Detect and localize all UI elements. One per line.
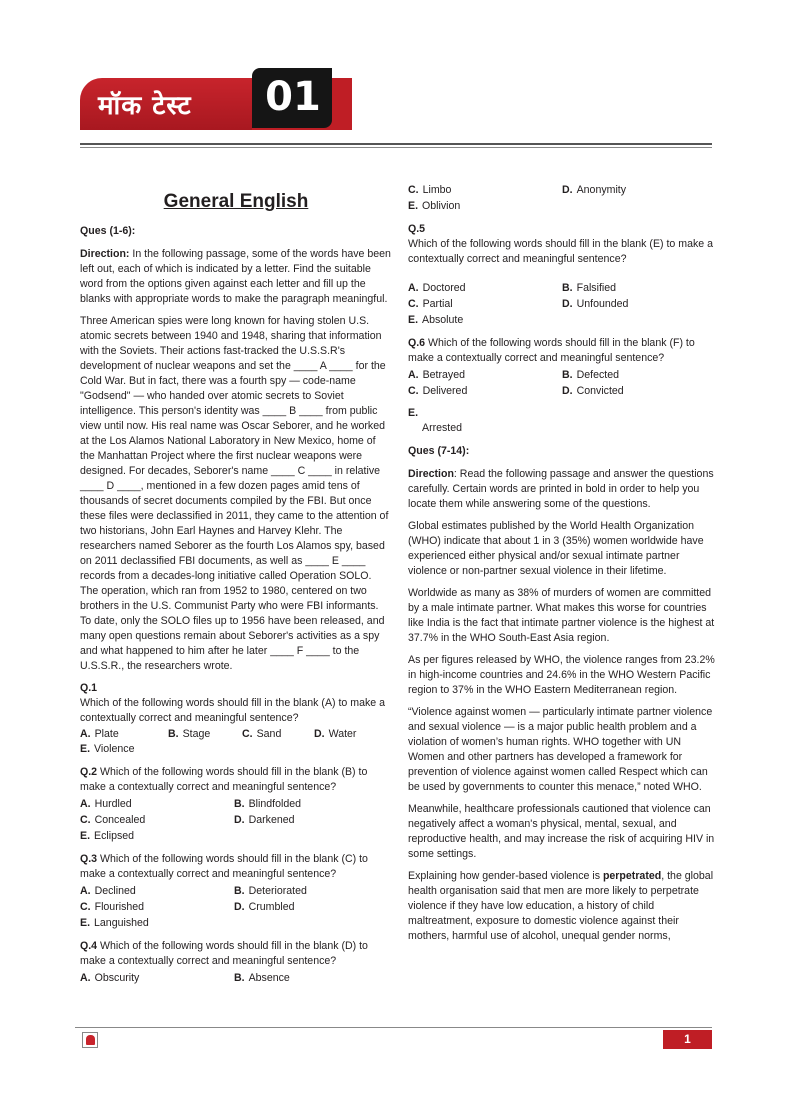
footer-rule xyxy=(75,1027,712,1028)
option-e[interactable]: E. Languished xyxy=(80,917,149,929)
option-b[interactable]: B. Defected xyxy=(562,369,619,381)
option-c[interactable]: C. Partial xyxy=(408,298,453,310)
option-e[interactable]: E. Absolute xyxy=(408,314,464,326)
question-5 xyxy=(408,222,720,328)
question-number: Q.6 xyxy=(408,337,426,349)
section-title: General English xyxy=(163,191,309,212)
left-column xyxy=(80,190,392,994)
question-number: Q.2 xyxy=(80,766,98,778)
question-4 xyxy=(80,939,392,986)
paragraph-1: Global estimates published by the World Health Organization (WHO) indicate that about 1 in 3 (35%) women worldwide have experienced either physical and/or sexual intimate partner violence or non-partner sexual violence in their lifetime. xyxy=(408,520,704,577)
option-b[interactable]: B. Falsified xyxy=(562,282,617,294)
option-b[interactable]: B. Deteriorated xyxy=(234,885,307,897)
option-a[interactable]: A. Declined xyxy=(80,885,136,897)
right-column xyxy=(408,183,720,951)
options-row xyxy=(80,727,392,742)
option-a[interactable]: A. Plate xyxy=(80,728,119,740)
question-text: Which of the following words should fill in the blank (C) to make a contextually correct and meaningful sentence? xyxy=(80,853,368,880)
direction-label: Direction xyxy=(408,468,454,480)
question-3 xyxy=(80,852,392,931)
option-c[interactable]: C. Concealed xyxy=(80,814,146,826)
direction-text: : Read the following passage and answer the questions carefully. Certain words are printed in bold in order to help you locate them while answering some of the questions. xyxy=(408,468,714,510)
passage: Three American spies were long known for having stolen U.S. atomic secrets between 1940 and 1948, sharing that information with the Soviets. Their actions fast-tracked the U.S.S.R's development of nuclear weapons and set the ____ A ____ for the Cold War. But in fact, there was a fourth spy — code-name "Godsend" — who handed over atomic secrets to Soviet intelligence. This person's identity was ____ B ____ from public view until now. His real name was Oscar Seborer, and he worked at the Los Alamos National Laboratory in New Mexico, home of the Manhattan Project where the first nuclear weapons were designed. For decades, Seborer's name ____ C ____ in relative ____ D ____, mentioned in a few dozen pages amid tens of thousands of secret documents compiled by the FBI. But once these files were declassified in 2011, they came to the attention of two historians, John Earl Haynes and Harvey Klehr. The researchers named Seborer as the fourth Los Alamos spy, based on 2011 declassified FBI documents, as well as ____ E ____ records from a decades-long initiative called Operation SOLO. The operation, which ran from 1952 to 1980, centered on two brothers in the U.S. Communist Party who were FBI informants. To date, only the SOLO files up to 1956 have been released, and many open questions remain about Seborer's activities as a spy and what happened to him after he later ____ F ____ to the U.S.S.R., the researchers wrote. xyxy=(80,315,389,672)
option-a[interactable]: A. Obscurity xyxy=(80,972,140,984)
question-number: Q.3 xyxy=(80,853,98,865)
question-2 xyxy=(80,765,392,844)
header-rule xyxy=(80,143,712,145)
question-number: Q.4 xyxy=(80,940,98,952)
option-d[interactable]: D. Convicted xyxy=(562,385,624,397)
header-rule-thin xyxy=(80,147,712,148)
option-d[interactable]: D. Unfounded xyxy=(562,298,629,310)
option-c[interactable]: C. Sand xyxy=(242,728,282,740)
option-a[interactable]: A. Hurdled xyxy=(80,798,132,810)
option-b[interactable]: B. Absence xyxy=(234,972,290,984)
options xyxy=(80,971,392,986)
direction-paragraph-2 xyxy=(408,467,720,512)
header-banner xyxy=(80,68,352,130)
question-1 xyxy=(80,681,392,757)
ques-range-label: Ques (1-6): xyxy=(80,225,136,237)
banner-title: मॉक टेस्ट xyxy=(98,91,192,121)
paragraph-2: Worldwide as many as 38% of murders of women are committed by a male intimate partner. What makes this worse for countries like India is the fact that intimate partner violence is the highest at 37.7% in the WHO South-East Asia region. xyxy=(408,587,715,644)
paragraph-3: As per figures released by WHO, the violence ranges from 23.2% in high-income countries and 24.6% in the WHO Western Pacific region to 37% in the WHO Eastern Mediterranean region. xyxy=(408,654,715,696)
options xyxy=(408,368,720,436)
question-text: Which of the following words should fill in the blank (A) to make a contextually correct and meaningful sentence? xyxy=(80,697,386,724)
paragraph-4: “Violence against women — particularly intimate partner violence and sexual violence — is a major public health problem and a violation of women’s human rights. WHO together with UN Women and other partners has developed a framework for prevention of violence against women called Respect which can be used by governments to counter this menace,” noted WHO. xyxy=(408,706,713,793)
direction-label: Direction: xyxy=(80,248,130,260)
test-number: 01 xyxy=(265,74,321,120)
option-e[interactable]: E. Eclipsed xyxy=(80,830,135,842)
option-e[interactable]: E. Oblivion xyxy=(408,200,461,212)
direction-paragraph xyxy=(80,247,392,307)
publisher-logo-icon xyxy=(82,1032,98,1048)
question-number: Q.1 xyxy=(80,682,98,694)
option-d[interactable]: D. Water xyxy=(314,728,357,740)
question-6 xyxy=(408,336,720,436)
question-text: Which of the following words should fill in the blank (B) to make a contextually correct and meaningful sentence? xyxy=(80,766,368,793)
option-c[interactable]: C. Delivered xyxy=(408,385,468,397)
option-d[interactable]: D. Darkened xyxy=(234,814,295,826)
options xyxy=(80,884,392,931)
option-a[interactable]: A. Doctored xyxy=(408,282,466,294)
option-d[interactable]: D. Crumbled xyxy=(234,901,295,913)
options xyxy=(80,797,392,844)
question-text: Which of the following words should fill in the blank (D) to make a contextually correct and meaningful sentence? xyxy=(80,940,368,967)
question-number: Q.5 xyxy=(408,223,426,235)
option-b[interactable]: B. Blindfolded xyxy=(234,798,302,810)
option-e[interactable]: E. Arrested xyxy=(408,407,463,434)
direction-text: In the following passage, some of the words have been left out, each of which is indicated by a letter. Find the suitable word from the options given against each letter and fill up the blanks with appropriate words to make the paragraph meaningful. xyxy=(80,248,391,305)
question-text: Which of the following words should fill in the blank (E) to make a contextually correct and meaningful sentence? xyxy=(408,238,714,265)
option-c[interactable]: C. Flourished xyxy=(80,901,145,913)
paragraph-6: Explaining how gender-based violence is perpetrated, the global health organisation said that men are more likely to perpetrate violence if they have low education, a history of child maltreatment, exposure to domestic violence against their mothers, harmful use of alcohol, unequal gender norms, xyxy=(408,870,714,942)
option-a[interactable]: A. Betrayed xyxy=(408,369,465,381)
ques-range-label-2: Ques (7-14): xyxy=(408,445,470,457)
option-e[interactable]: E. Violence xyxy=(80,743,135,755)
question-text: Which of the following words should fill in the blank (F) to make a contextually correct and meaningful sentence? xyxy=(408,337,695,364)
question-4-options-cont xyxy=(408,183,720,214)
options xyxy=(408,281,720,328)
paragraph-5: Meanwhile, healthcare professionals cautioned that violence can negatively affect a woman's physical, mental, sexual, and reproductive health, and may increase the risk of acquiring HIV in some settings. xyxy=(408,803,715,860)
option-d[interactable]: D. Anonymity xyxy=(562,184,627,196)
option-b[interactable]: B. Stage xyxy=(168,728,211,740)
bold-word: perpetrated xyxy=(602,870,662,882)
option-c[interactable]: C. Limbo xyxy=(408,184,452,196)
page-number: 1 xyxy=(663,1030,712,1049)
